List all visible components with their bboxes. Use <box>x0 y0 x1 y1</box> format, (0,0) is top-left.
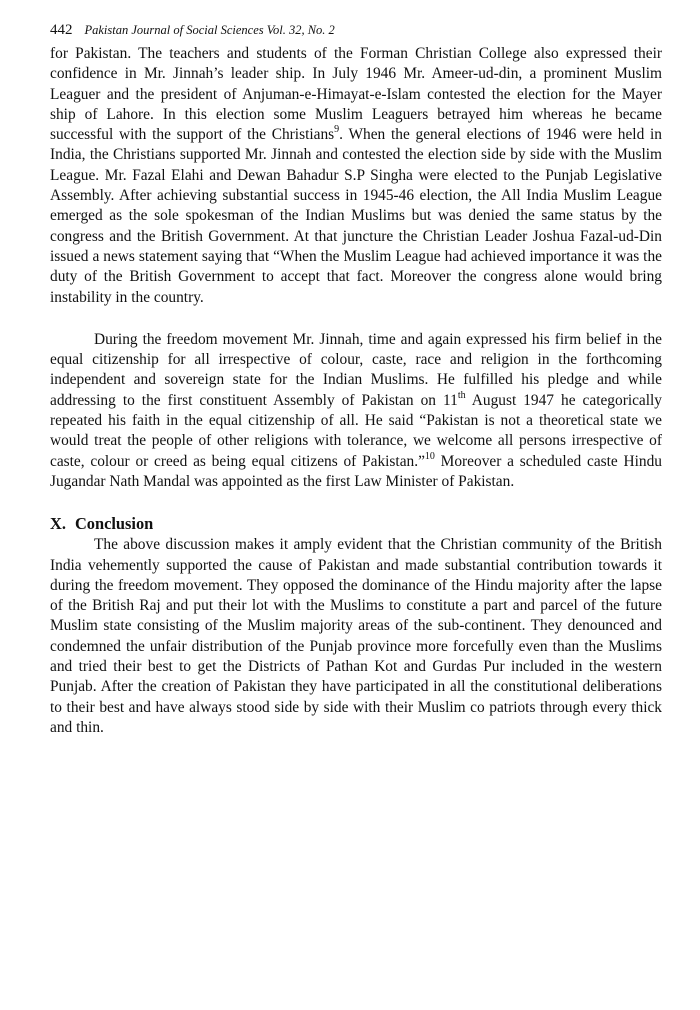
conclusion-paragraph: The above discussion makes it amply evident that the Christian community of the British India vehemently supported the cause of Pakistan and made substantial contribution towards it during the freedom movement. They opposed the dominance of the Hindu majority after the lapse of the British Raj and put their lot with the Muslims to constitute a part and parcel of the future Muslim state consisting of the Muslim majority areas of the sub-continent. They denounced and condemned the unfair distribution of the Punjab province more forcefully even than the Muslims and tried their best to get the Districts of Pathan Kot and Gurdas Pur included in the western Punjab. After the creation of Pakistan they have participated in all the constitutional deliberations to their best and have always stood side by side with their Muslim co patriots through every thick and thin. <box>50 536 662 736</box>
section-title: Conclusion <box>74 514 154 534</box>
paragraph-2-text-c: Moreover a scheduled caste Hindu Jugandar Nath Mandal was appointed as the first Law Minister of Pakistan. <box>50 452 662 490</box>
section-heading <box>50 514 662 534</box>
journal-title: Pakistan Journal of Social Sciences Vol. 32, No. 2 <box>84 23 335 37</box>
footnote-ref-9: 9 <box>334 124 340 136</box>
paragraph-2 <box>50 330 662 492</box>
paragraph-2-text-b: August 1947 he categorically repeated his faith in the equal citizenship of all. He said “Pakistan is not a theoretical state we would treat the people of other religions with tolerance, we welcome all persons irrespective of caste, colour or creed as being equal citizens of Pakistan.” <box>50 391 663 470</box>
paragraph-1-text-b: . When the general elections of 1946 were held in India, the Christians supported Mr. Jinnah and contested the election side by side with the Muslim League. Mr. Fazal Elahi and Dewan Bahadur S.P Singha were elected to the Punjab Legislative Assembly. After achieving substantial success in 1945-46 election, the All India Muslim League emerged as the sole spokesman of the Indian Muslims but was denied the same status by the congress and the British Government. At that juncture the Christian Leader Joshua Fazal-ud-Din issued a news statement saying that “When the Muslim League had achieved importance it was the duty of the British Government to accept that fact. Moreover the congress alone would bring instability in the country. <box>50 126 663 306</box>
page-number: 442 <box>50 22 73 38</box>
footnote-ref-10: 10 <box>424 450 435 462</box>
section-number: X. <box>50 514 66 534</box>
ordinal-suffix: th <box>457 389 466 401</box>
paragraph-1 <box>50 44 662 308</box>
paragraph-gap <box>50 308 662 330</box>
paragraph-1-text-a: for Pakistan. The teachers and students of the Forman Christian College also expressed their confidence in Mr. Jinnah’s leader ship. In July 1946 Mr. Ameer-ud-din, a prominent Muslim Leaguer and the president of Anjuman-e-Himayat-e-Islam contested the election for the Mayer ship of Lahore. In this election some Muslim Leaguers betrayed him whereas he became successful with the support of the Christians <box>50 45 662 144</box>
paragraph-2-text-a: During the freedom movement Mr. Jinnah, time and again expressed his firm belief in the equal citizenship for all irrespective of colour, caste, race and religion in the forthcoming independent and sovereign state for the Indian Muslims. He fulfilled his pledge and while addressing to the first constituent Assembly of Pakistan on 11 <box>50 330 662 409</box>
page <box>50 18 662 738</box>
running-header <box>50 18 662 42</box>
